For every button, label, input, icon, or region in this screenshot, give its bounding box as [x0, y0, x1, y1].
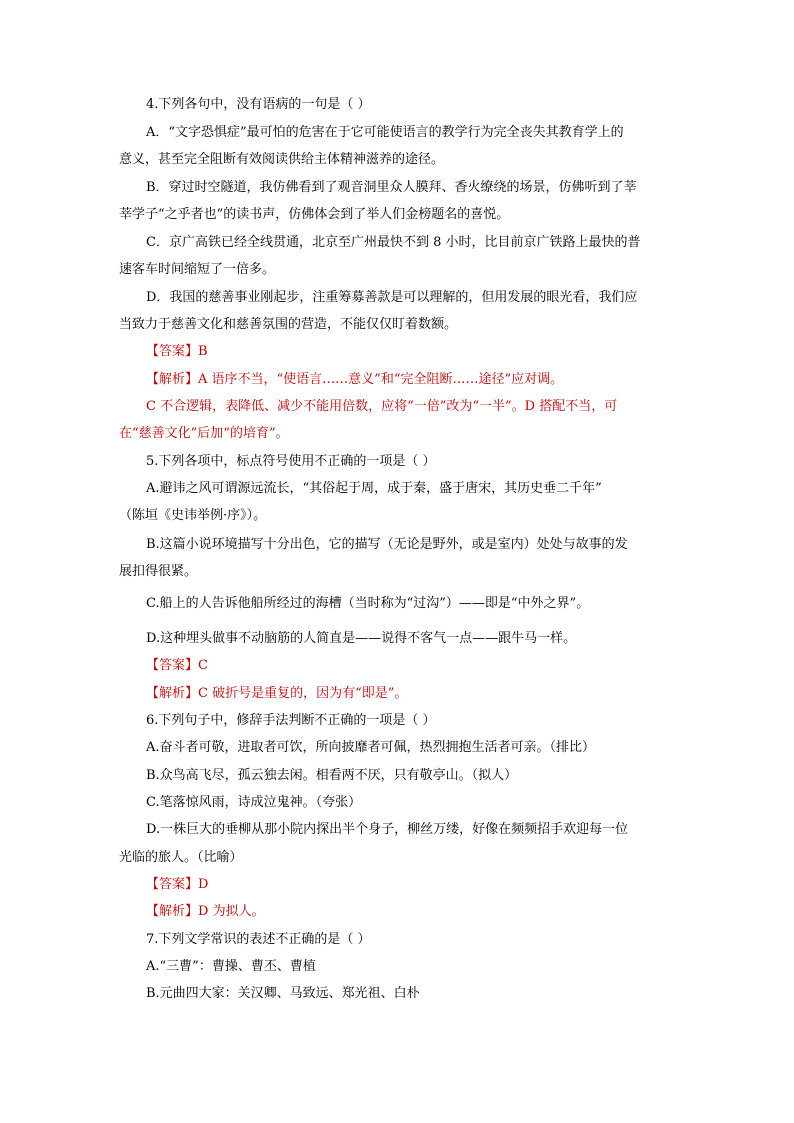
- q7-option-a: A.“三曹”：曹操、曹丕、曹植: [146, 959, 316, 974]
- answer-tag: 【答案】: [146, 344, 199, 359]
- q4-analysis-line1: [146, 371, 563, 389]
- q6-option-a: A.奋斗者可敬，进取者可饮，所向披靡者可佩，热烈拥抱生活者可亲。（排比）: [146, 740, 596, 755]
- answer-value: C: [198, 658, 208, 673]
- answer-value: B: [198, 344, 208, 359]
- answer-tag: 【答案】: [146, 658, 199, 673]
- q5-option-c: C.船上的人告诉他船所经过的海槽（当时称为“过沟”）——即是“中外之界”。: [146, 596, 590, 611]
- q4-analysis-line2: C 不合逻辑，表降低、减少不能用倍数，应将“一倍”改为“一半”。D 搭配不当，可: [146, 399, 618, 414]
- q5-option-a-line2: （陈垣《史讳举例·序》）。: [119, 508, 267, 523]
- q7-option-b: B.元曲四大家：关汉卿、马致远、郑光祖、白朴: [146, 986, 420, 1001]
- q5-option-b-line1: B.这篇小说环境描写十分出色，它的描写（无论是野外，或是室内）处处与故事的发: [146, 537, 628, 552]
- q4-option-b-line1: B．穿过时空隧道，我仿佛看到了观音洞里众人膜拜、香火缭绕的场景，仿佛听到了莘: [146, 180, 637, 195]
- q5-option-b-line2: 展扣得很紧。: [119, 564, 198, 579]
- q6-option-c: C.笔落惊风雨，诗成泣鬼神。（夸张）: [146, 795, 362, 810]
- q4-option-b-line2: 莘学子“之乎者也”的读书声，仿佛体会到了举人们金榜题名的喜悦。: [119, 207, 510, 222]
- q4-option-c-line2: 速客车时间缩短了一倍多。: [119, 262, 276, 277]
- q5-analysis: [146, 685, 407, 703]
- q6-option-b: B.众鸟高飞尽，孤云独去闲。相看两不厌，只有敬亭山。（拟人）: [146, 768, 518, 783]
- answer-tag: 【答案】: [146, 877, 199, 892]
- analysis-text: D 为拟人。: [198, 904, 265, 919]
- q4-option-c-line1: C．京广高铁已经全线贯通，北京至广州最快不到 8 小时，比目前京广铁路上最快的普: [146, 235, 641, 250]
- q5-option-d: D.这种埋头做事不动脑筋的人简直是——说得不客气一点——跟牛马一样。: [146, 631, 577, 646]
- q5-stem: 5.下列各项中，标点符号使用不正确的一项是（ ）: [146, 454, 436, 469]
- q7-stem: 7.下列文学常识的表述不正确的是（ ）: [146, 932, 371, 947]
- q5-answer: [146, 657, 208, 675]
- q4-option-d-line1: D．我国的慈善事业刚起步，注重筹募善款是可以理解的，但用发展的眼光看，我们应: [146, 290, 638, 305]
- q4-analysis-line3: 在“慈善文化”后加“的培育”。: [119, 426, 289, 441]
- q4-option-d-line2: 当致力于慈善文化和慈善氛围的营造，不能仅仅盯着数额。: [119, 317, 458, 332]
- q4-answer: [146, 343, 208, 361]
- q6-analysis: [146, 903, 265, 921]
- q4-stem: 4.下列各句中，没有语病的一句是（ ）: [146, 97, 371, 112]
- q6-option-d-line1: D.一株巨大的垂柳从那小院内探出半个身子，柳丝万缕，好像在频频招手欢迎每一位: [146, 822, 629, 837]
- analysis-tag: 【解析】: [146, 686, 199, 701]
- analysis-text: C 破折号是重复的，因为有“即是”。: [198, 686, 408, 701]
- analysis-tag: 【解析】: [146, 372, 199, 387]
- q4-option-a-line1: A．“文字恐惧症”最可怕的危害在于它可能使语言的教学行为完全丧失其教育学上的: [146, 125, 624, 140]
- q4-option-a-line2: 意义，甚至完全阻断有效阅读供给主体精神滋养的途径。: [119, 152, 445, 167]
- q6-stem: 6.下列句子中，修辞手法判断不正确的一项是（ ）: [146, 713, 436, 728]
- analysis-text: A 语序不当，“使语言……意义”和“完全阻断……途径”应对调。: [198, 372, 564, 387]
- answer-value: D: [198, 877, 209, 892]
- q6-option-d-line2: 光临的旅人。（比喻）: [119, 850, 243, 865]
- q6-answer: [146, 876, 208, 894]
- analysis-tag: 【解析】: [146, 904, 199, 919]
- q5-option-a-line1: A.避讳之风可谓源远流长，“其俗起于周，成于秦，盛于唐宋，其历史垂二千年”: [146, 481, 602, 496]
